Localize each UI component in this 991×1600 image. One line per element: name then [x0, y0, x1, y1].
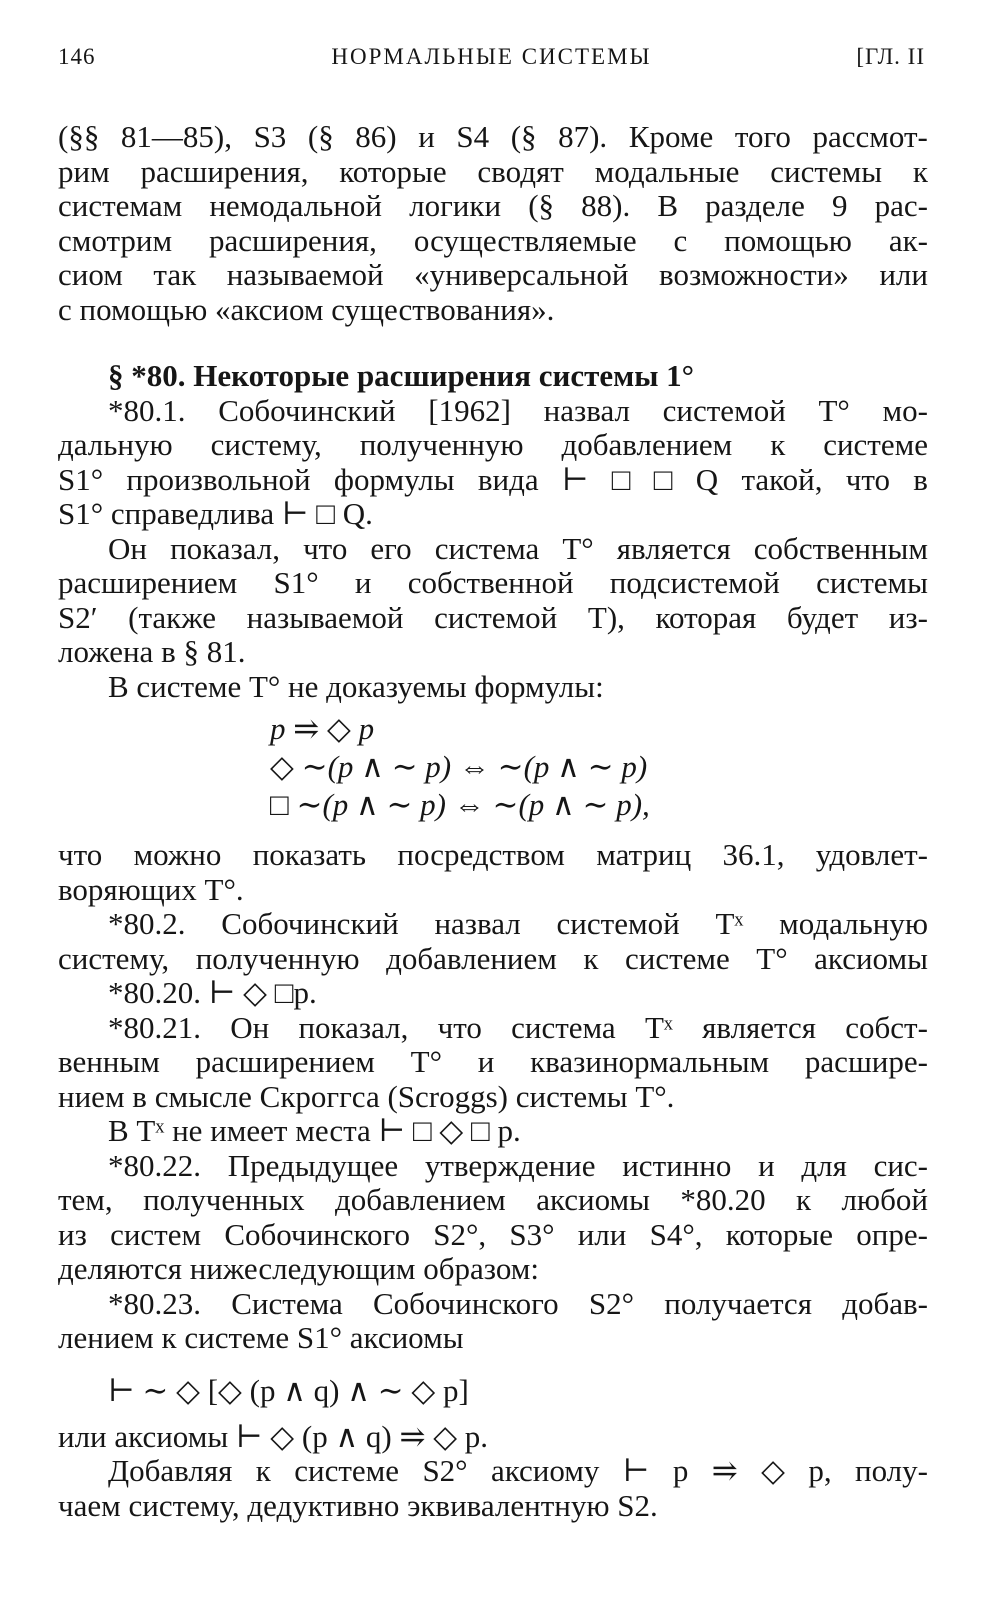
text-line: *80.22. Предыдущее утверждение истинно и для сис- [108, 1147, 928, 1183]
running-header [58, 44, 925, 84]
text-line: чаем систему, дедуктивно эквивалентную S2. [58, 1487, 658, 1523]
text-line: S1° произвольной формулы вида ⊢ □ □ Q такой, что в [58, 461, 928, 497]
text-line: смотрим расширения, осуществляемые с помощью ак- [58, 222, 928, 258]
page-number: 146 [58, 44, 96, 69]
formula: □ ∼(p ∧ ∼ p) ⇔ ∼(p ∧ ∼ p), [270, 787, 650, 822]
paragraph-80-22 [58, 1149, 928, 1287]
paragraph-t0 [58, 532, 928, 670]
text-line: системам немодальной логики (§ 88). В разделе 9 рас- [58, 188, 928, 223]
text-line: сиом так называемой «универсальной возможности» или [58, 257, 928, 292]
text-line: или аксиомы ⊢ ◇ (p ∧ q) ⥤ ◇ p. [58, 1418, 489, 1454]
text-line: дальную систему, полученную добавлением к системе [58, 427, 928, 462]
text-line: венным расширением T° и квазинормальным расшире- [58, 1044, 928, 1079]
formula-list [58, 710, 928, 824]
page-body [58, 120, 928, 1523]
text-line: *80.2. Собочинский назвал системой Tˣ модальную [108, 906, 928, 941]
formula: ◇ ∼(p ∧ ∼ p) ⇔ ∼(p ∧ ∼ p) [270, 749, 648, 784]
text-line: что можно показать посредством матриц 36.1, удовлет- [58, 837, 928, 872]
text-line: *80.21. Он показал, что система Tˣ является собст- [108, 1009, 928, 1045]
text-line: деляются нижеследующим образом: [58, 1251, 539, 1286]
text-line: рим расширения, которые сводят модальные системы к [58, 153, 928, 189]
text-line: нием в смысле Скроггса (Scroggs) системы T°. [58, 1078, 675, 1114]
chapter-label: [ГЛ. II [856, 44, 925, 69]
formula: p ⥤ ◇ p [270, 711, 375, 746]
text-line: ложена в § 81. [58, 634, 246, 669]
text-line: В системе T° не доказуемы формулы: [108, 668, 604, 704]
text-line: Добавляя к системе S2° аксиому ⊢ p ⥤ ◇ p, полу- [108, 1453, 928, 1488]
text-line: *80.1. Собочинский [1962] назвал системой T° мо- [108, 392, 928, 428]
text-line: тем, полученных добавлением аксиомы *80.20 к любой [58, 1182, 928, 1217]
text-line: S2′ (также называемой системой T), которая будет из- [58, 599, 928, 635]
text-line: Он показал, что его система T° является собственным [108, 530, 928, 566]
text-line: расширением S1° и собственной подсистемой системы [58, 565, 928, 600]
paragraph-s2 [58, 1454, 928, 1523]
paragraph-intro [58, 120, 928, 327]
axiom-80-20: *80.20. ⊢ ◇ □p. [108, 975, 317, 1010]
text-line: из систем Собочинского S2°, S3° или S4°, которые опре- [58, 1216, 928, 1252]
paragraph-80-1 [58, 394, 928, 532]
text-line: В Tˣ не имеет места ⊢ □ ◇ □ p. [108, 1113, 521, 1148]
section-title: § *80. Некоторые расширения системы 1° [108, 358, 695, 393]
paragraph-80-2 [58, 907, 928, 976]
running-title: НОРМАЛЬНЫЕ СИСТЕМЫ [331, 44, 652, 69]
text-line: воряющих T°. [58, 871, 244, 907]
paragraph-80-23 [58, 1287, 928, 1356]
text-line: с помощью «аксиом существования». [58, 291, 555, 327]
display-formula: ⊢ ∼ ◇ [◇ (p ∧ q) ∧ ∼ ◇ p] [108, 1372, 469, 1408]
text-line: (§§ 81—85), S3 (§ 86) и S4 (§ 87). Кроме того рассмот- [58, 119, 928, 154]
text-line: S1° справедлива ⊢ □ Q. [58, 496, 373, 531]
paragraph-80-21 [58, 1011, 928, 1115]
text-line: систему, полученную добавлением к системе T° аксиомы [58, 940, 928, 976]
text-line: *80.23. Система Собочинского S2° получается добав- [108, 1285, 928, 1321]
paragraph-matrices [58, 838, 928, 907]
text-line: лением к системе S1° аксиомы [58, 1320, 464, 1355]
